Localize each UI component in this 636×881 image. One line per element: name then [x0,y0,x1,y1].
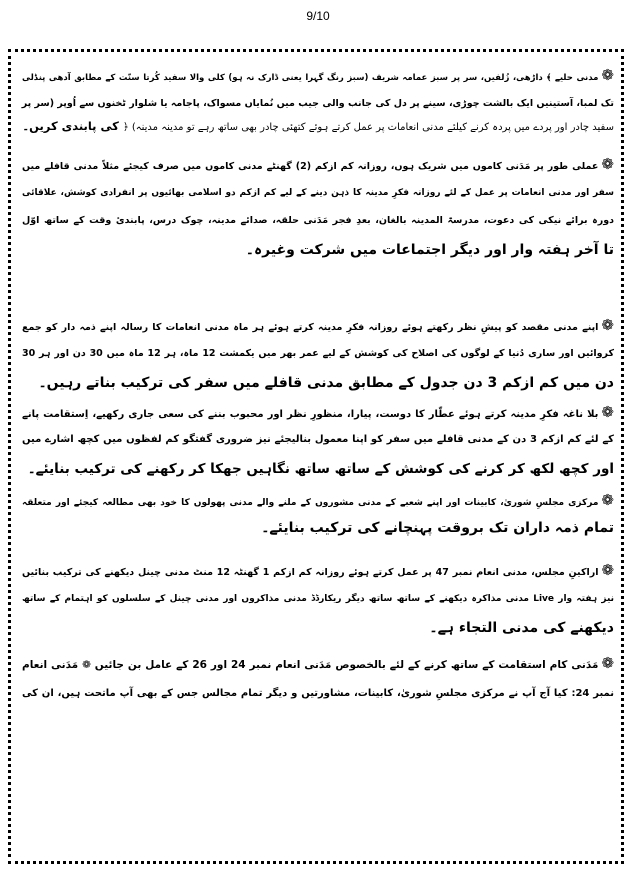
text-line [22,343,614,365]
text-line [22,182,614,204]
line-text: کروائیں اور ساری دُنیا کے لوگوں کی اصلاح کی کوشش کے لیے عمر بھر میں یکمشت 12 ماہ، ہر 12 ماہ میں 30 دن اور ہر 30 [22,348,614,359]
line-text: اور کچھ لکھ کر کرنے کی کوشش کے ساتھ ساتھ نگاہیں جھکا کر رکھنے کی ترکیب بنایئے۔ [27,461,614,477]
line-text: بلا ناغہ فکرِ مدینہ کرتے ہوئے عطّار کا دوست، پیارا، منظورِ نظر اور محبوب بننے کی سعی جاری رکھیے، اِستقامت پانے [22,409,599,420]
flower-bullet-icon: ❁ [601,654,615,672]
line-text: اپنے مدنی مقصد کو پیشِ نظر رکھتے ہوئے روزانہ فکرِ مدینہ کرتے ہوئے ہر ماہ مدنی انعامات کا رسالہ اپنے ذمہ دار کو جمع [22,322,599,333]
text-line [22,64,614,89]
text-line [22,517,614,539]
line-text: دورہ برائے نیکی کی دعوت، مدرسۃ المدینہ بالغان، بعدِ فجر مَدَنی حلقہ، صدائے مدینہ، چوک درس، پابندیٔ وقت کے ساتھ اوّل [22,215,614,226]
note-text: سفید چادر اور پردے میں پردہ کرنے کیلئے مدنی انعامات پر عمل کرتے ہوئے کتھئی چادر بھی ساتھ رہے تو مدینہ مدینہ) ﴿ [122,122,614,133]
text-line [22,93,614,115]
line-text: تا آخر ہفتہ وار اور دیگر اجتماعات میں شرکت وغیرہ۔ [245,242,614,258]
text-line [22,429,614,451]
line-text: اراکینِ مجلس، مدنی انعام نمبر 47 پر عمل کرتے ہوئے روزانہ کم ازکم 1 گھنٹہ 12 منٹ مدنی چینل دیکھنے کی ترکیب بنائیں [22,567,599,578]
line-text: عملی طور پر مَدَنی کاموں میں شریک ہوں، روزانہ کم ازکم (2) گھنٹے مدنی کاموں میں صرف کیجئے مثلاً مدنی قافلے میں [22,161,599,172]
text-line [22,210,614,232]
flower-bullet-icon: ❁ [601,561,615,579]
flower-bullet-icon: ❁ [601,316,614,334]
text-line [22,617,614,639]
line-text: نمبر 24: کیا آج آپ نے مرکزی مجلسِ شوریٰ، کابینات، مشاورتیں و دیگر تمام مجالس جس کے بھی آپ ماتحت ہیں، ان کی [22,688,615,699]
line-text: تک لمبا، آستینیں ایک بالشت چوڑی، سینے پر دل کی جانب والی جیب میں نُمایاں مسواک، پاجامہ یا شلوار ٹخنوں سے اُوپر (سر پر [21,98,614,109]
text-line [22,458,614,480]
line-text: مَدَنی کام استقامت کے ساتھ کرنے کے لئے بالخصوص مَدَنی انعام نمبر 24 اور 26 کے عامل بن جائیں ❁ مَدَنی انعام [22,659,599,671]
text-line [22,489,614,514]
text-line [22,401,614,426]
flower-bullet-icon: ❁ [601,66,614,84]
text-line [22,652,614,676]
page-number: 9/10 [306,9,330,23]
text-line [22,314,614,339]
text-line [22,372,614,394]
flower-bullet-icon: ❁ [601,403,614,421]
text-line [22,115,614,139]
line-text: کی پابندی کریں۔ [22,119,123,133]
line-text: دیکھنے کی مدنی التجاء ہے۔ [429,620,614,636]
line-text: سفر اور مدنی انعامات پر عمل کے لئے روزانہ فکرِ مدینہ کا ذہن دینے کے لیے کم ازکم دو اسلامی بھائیوں پر انفرادی کوشش، علاقائی [22,188,614,198]
line-text: تمام ذمہ داران تک بروقت پہنچانے کی ترکیب بنایئے۔ [261,520,614,536]
text-line [22,588,614,610]
text-line [22,153,614,178]
flower-bullet-icon: ❁ [601,491,614,509]
line-text: مرکزی مجلسِ شوریٰ، کابینات اور اپنے شعبے کے مدنی مشوروں کے ملنے والے مدنی پھولوں کا خود بھی مطالعہ کیجئے اور متعلقہ [22,498,599,508]
text-line [22,559,614,584]
flower-bullet-icon: ❁ [601,155,614,173]
text-line [22,683,614,705]
line-text: کے لئے کم ازکم 3 دن کے مدنی قافلے میں سفر کو اپنا معمول بنالیجئے نیز ضروری گفتگو کم لفظوں میں کچھ اشارے میں [22,434,614,445]
line-text: مدنی حلیے ﴾ داڑھی، زُلفیں، سر پر سبز عمامہ شریف (سبز رنگ گہرا یعنی ڈارک نہ ہو) کلی والا سفید کُرتا سنّت کے مطابق آدھی پنڈلی [22,73,599,83]
line-text: نیز ہفتہ وار Live مدنی مذاکرہ دیکھنے کے ساتھ ساتھ دیگر ریکارڈڈ مدنی مذاکروں اور مدنی چینل کے سلسلوں کو اہتمام کے ساتھ [22,594,614,604]
text-line [22,239,614,261]
line-text: دن میں کم ازکم 3 دن جدول کے مطابق مدنی قافلے میں سفر کی ترکیب بناتے رہیں۔ [38,375,614,391]
